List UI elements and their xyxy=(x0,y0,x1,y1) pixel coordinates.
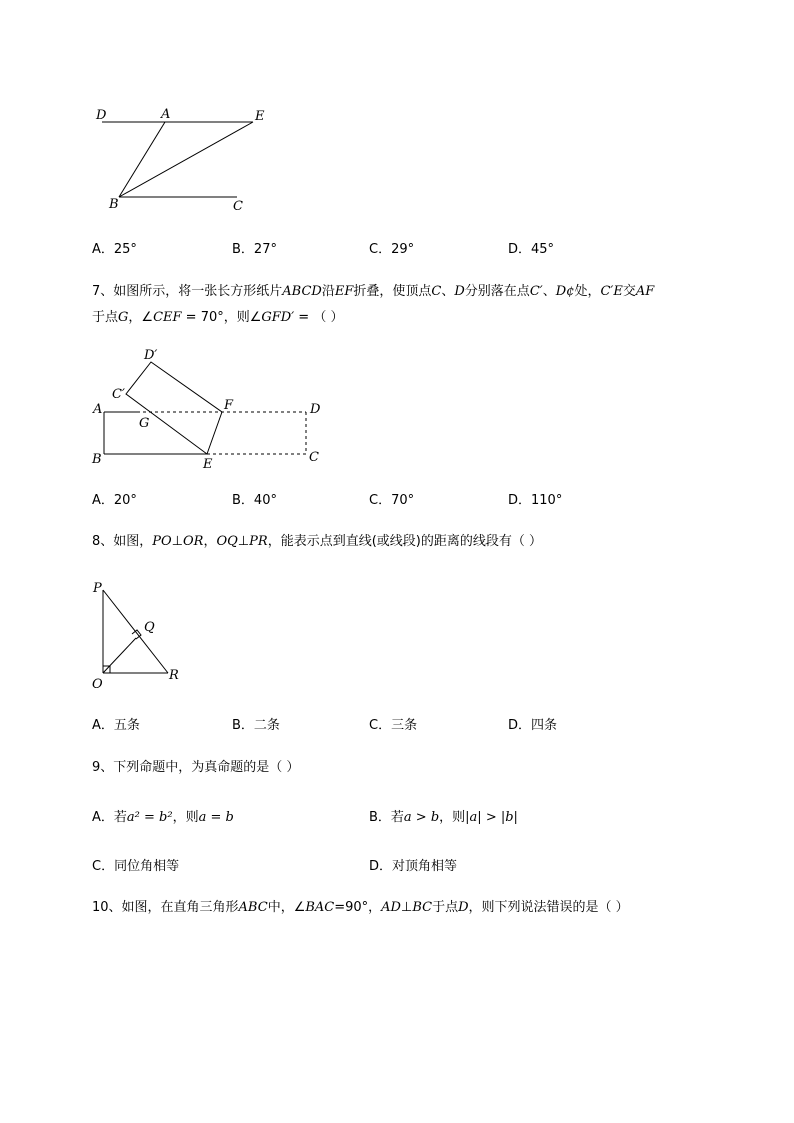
q7-option-c[interactable]: C．70° xyxy=(369,493,415,508)
label-E: E xyxy=(255,109,265,124)
figure-q8 xyxy=(88,574,198,694)
q8-option-d[interactable]: D．四条 xyxy=(508,718,558,733)
q7-option-b[interactable]: B．40° xyxy=(232,493,277,508)
q9-option-d[interactable]: D．对顶角相等 xyxy=(369,859,458,874)
q6-option-b[interactable]: B．27° xyxy=(232,242,277,257)
label-E: E xyxy=(203,457,213,472)
label-D: D xyxy=(96,108,107,123)
q7-option-a[interactable]: A．20° xyxy=(92,493,137,508)
q6-option-c[interactable]: C．29° xyxy=(369,242,415,257)
q6-option-d[interactable]: D．45° xyxy=(508,242,555,257)
label-Q: Q xyxy=(144,620,155,635)
q9-option-c[interactable]: C．同位角相等 xyxy=(92,859,180,874)
figure-q6 xyxy=(90,100,290,220)
label-Dp: D′ xyxy=(144,348,158,363)
label-C: C xyxy=(233,199,243,214)
q7-stem-line1: 7、如图所示，将一张长方形纸片ABCD沿EF折叠，使顶点C、D分别落在点C′、D¢处，C′E交AF xyxy=(92,284,655,299)
q8-option-a[interactable]: A．五条 xyxy=(92,718,140,733)
figure-q7 xyxy=(90,342,330,472)
q7-option-d[interactable]: D．110° xyxy=(508,493,563,508)
label-A: A xyxy=(93,402,103,417)
q7-stem-line2: 于点G，∠CEF = 70°，则∠GFD′ = （ ） xyxy=(92,310,344,325)
label-C: C xyxy=(309,450,319,465)
label-D: D xyxy=(310,402,321,417)
label-Cp: C′ xyxy=(112,387,125,402)
q10-stem: 10、如图，在直角三角形ABC中，∠BAC=90°，AD⊥BC于点D，则下列说法错误的是（ ） xyxy=(92,900,629,915)
q9-stem: 9、下列命题中，为真命题的是（ ） xyxy=(92,760,300,775)
q8-option-b[interactable]: B．二条 xyxy=(232,718,280,733)
label-B: B xyxy=(92,452,102,467)
label-P: P xyxy=(93,581,102,596)
q9-option-b[interactable]: B．若a > b，则|a| > |b| xyxy=(369,810,518,825)
label-A: A xyxy=(161,107,171,122)
q8-option-c[interactable]: C．三条 xyxy=(369,718,418,733)
label-B: B xyxy=(109,197,119,212)
label-G: G xyxy=(139,416,150,431)
label-R: R xyxy=(169,668,179,683)
q6-option-a[interactable]: A．25° xyxy=(92,242,137,257)
q9-option-a[interactable]: A．若a² = b²，则a = b xyxy=(92,810,234,825)
label-O: O xyxy=(92,677,103,692)
label-F: F xyxy=(224,398,234,413)
q8-stem: 8、如图，PO⊥OR，OQ⊥PR，能表示点到直线(或线段)的距离的线段有（ ） xyxy=(92,534,542,549)
